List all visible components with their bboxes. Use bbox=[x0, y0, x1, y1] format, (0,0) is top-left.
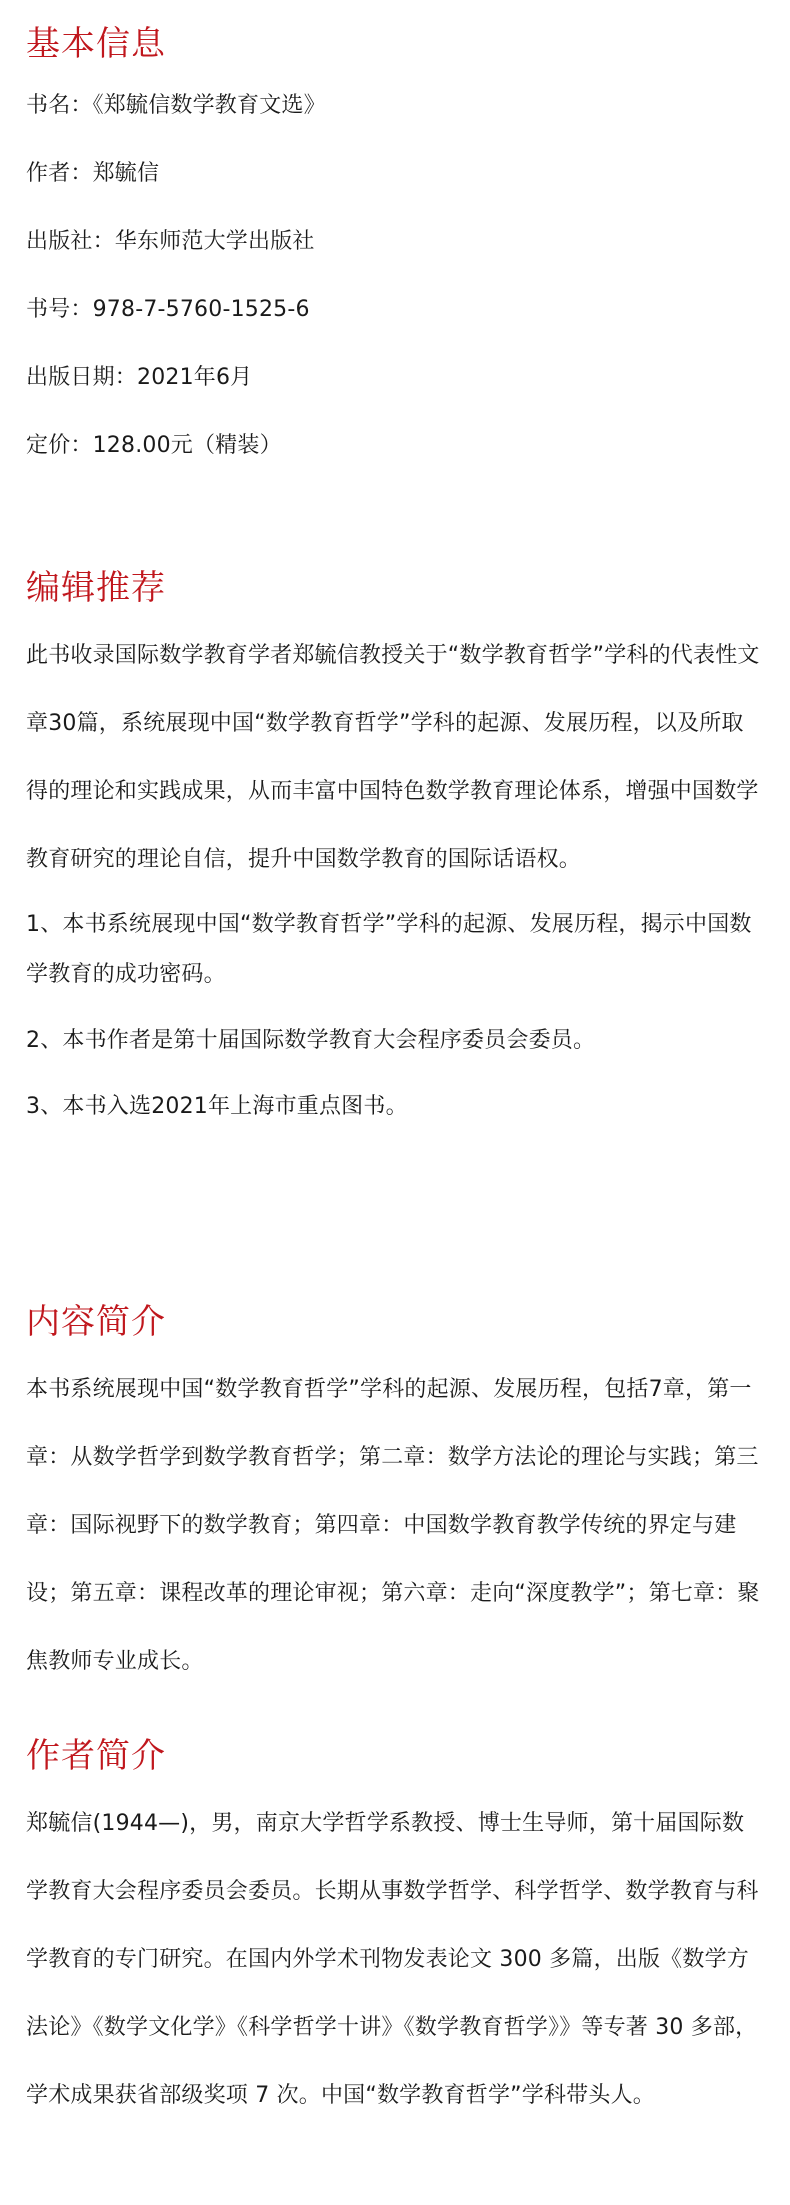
recommendation-item: 3、本书入选2021年上海市重点图书。 bbox=[26, 1094, 408, 1119]
editor-recommendation-paragraph: 此书收录国际数学教育学者郑毓信教授关于“数学教育哲学”学科的代表性文章30篇，系统展现中国“数学教育哲学”学科的起源、发展历程，以及所取得的理论和实践成果，从而丰富中国特色数学教育理论体系，增强中国数学教育研究的理论自信，提升中国数学教育的国际话语权。 bbox=[26, 643, 760, 872]
recommendation-item: 1、本书系统展现中国“数学教育哲学”学科的起源、发展历程，揭示中国数学教育的成功密码。 bbox=[26, 912, 752, 987]
section-title-basic-info: 基本信息 bbox=[26, 24, 166, 64]
author-bio-paragraph: 郑毓信(1944—)，男，南京大学哲学系教授、博士生导师，第十届国际数学教育大会程序委员会委员。长期从事数学哲学、科学哲学、数学教育与科学教育的专门研究。在国内外学术刊物发表论文 300 多篇，出版《数学方法论》《数学文化学》《科学哲学十讲》《数学教育哲学》》等专著 30 多部，学术成果获省部级奖项 7 次。中国“数学教育哲学”学科带头人。 bbox=[26, 1811, 759, 2108]
author-bio-section bbox=[26, 1736, 764, 2130]
book-price: 定价：128.00元（精装） bbox=[26, 433, 282, 458]
book-publish-date: 出版日期：2021年6月 bbox=[26, 365, 253, 390]
recommendation-item: 2、本书作者是第十届国际数学教育大会程序委员会委员。 bbox=[26, 1028, 596, 1053]
book-name: 书名：《郑毓信数学教育文选》 bbox=[26, 93, 326, 118]
section-title-editor-recommendation: 编辑推荐 bbox=[26, 568, 166, 608]
content-summary-paragraph: 本书系统展现中国“数学教育哲学”学科的起源、发展历程，包括7章，第一章：从数学哲学到数学教育哲学；第二章：数学方法论的理论与实践；第三章：国际视野下的数学教育；第四章：中国数学教育教学传统的界定与建设；第五章：课程改革的理论审视；第六章：走向“深度教学”；第七章：聚焦教师专业成长。 bbox=[26, 1377, 760, 1674]
editor-recommendation-section bbox=[26, 568, 764, 1148]
content-summary-section bbox=[26, 1302, 764, 1696]
book-author: 作者：郑毓信 bbox=[26, 161, 160, 186]
section-title-content-summary: 内容简介 bbox=[26, 1302, 166, 1342]
section-title-author-bio: 作者简介 bbox=[26, 1736, 166, 1776]
basic-info-section bbox=[26, 24, 764, 496]
book-publisher: 出版社：华东师范大学出版社 bbox=[26, 229, 315, 254]
book-isbn: 书号：978-7-5760-1525-6 bbox=[26, 297, 310, 322]
